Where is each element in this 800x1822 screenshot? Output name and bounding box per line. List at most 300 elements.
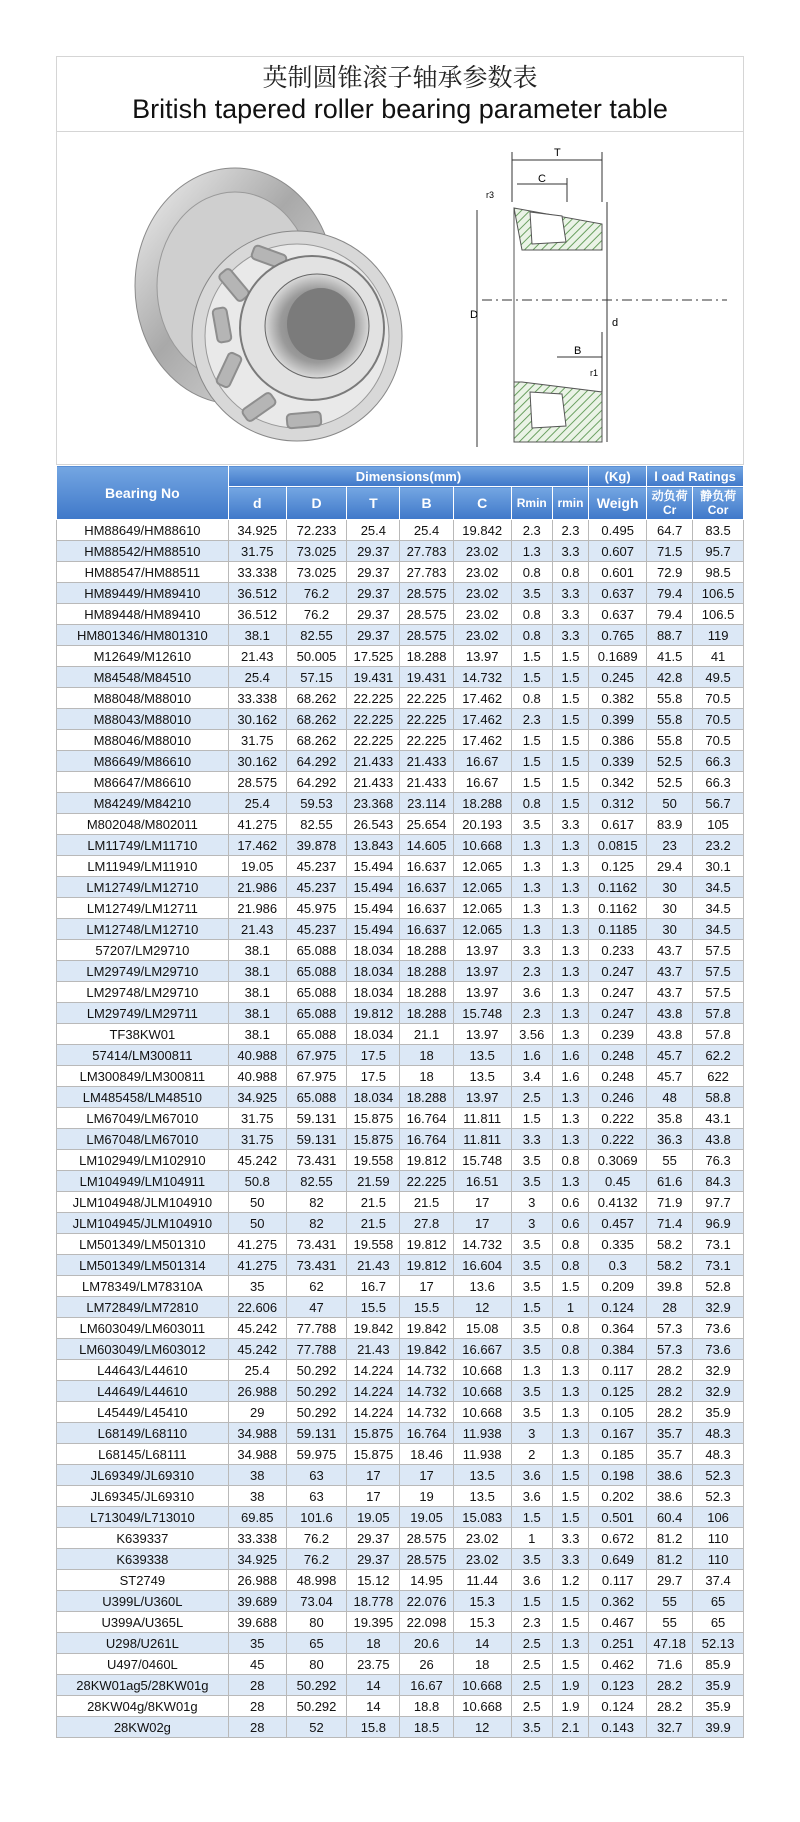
cell-D: 65 [286,1633,346,1654]
cell-C: 10.668 [453,835,511,856]
cell-D: 45.237 [286,877,346,898]
cell-weight: 0.462 [589,1654,647,1675]
cell-cor: 70.5 [693,688,744,709]
cell-C: 11.811 [453,1129,511,1150]
cell-D: 52 [286,1717,346,1738]
cell-bearing-no: JLM104948/JLM104910 [57,1192,229,1213]
cell-cor: 41 [693,646,744,667]
cell-cr: 83.9 [647,814,693,835]
cell-B: 18.288 [400,961,453,982]
cell-T: 18.034 [347,961,400,982]
cell-d: 39.689 [228,1591,286,1612]
cell-rmin-outer: 2.5 [511,1087,552,1108]
cell-bearing-no: L713049/L713010 [57,1507,229,1528]
cell-bearing-no: M86647/M86610 [57,772,229,793]
cell-D: 59.131 [286,1423,346,1444]
cell-cr: 72.9 [647,562,693,583]
table-row [57,1381,744,1402]
cell-T: 17.5 [347,1045,400,1066]
cell-rmin-inner: 0.8 [552,562,588,583]
cell-C: 13.97 [453,1024,511,1045]
cell-rmin-outer: 1.5 [511,1297,552,1318]
table-row [57,1507,744,1528]
header-bearing-no: Bearing No [57,466,229,520]
cell-B: 17 [400,1465,453,1486]
cell-weight: 0.45 [589,1171,647,1192]
cell-weight: 0.247 [589,961,647,982]
cell-d: 45 [228,1654,286,1675]
cell-rmin-outer: 3.5 [511,1171,552,1192]
cell-weight: 0.495 [589,520,647,541]
cell-cor: 48.3 [693,1444,744,1465]
cell-rmin-inner: 1.5 [552,1486,588,1507]
cell-rmin-inner: 3.3 [552,625,588,646]
cell-d: 29 [228,1402,286,1423]
cell-cr: 43.8 [647,1024,693,1045]
bearing-photo [127,158,427,448]
cell-cr: 55 [647,1150,693,1171]
cell-C: 15.3 [453,1612,511,1633]
cell-T: 18.034 [347,940,400,961]
cell-cor: 52.8 [693,1276,744,1297]
dim-r3-label: r3 [486,190,495,200]
cell-d: 33.338 [228,688,286,709]
cell-D: 67.975 [286,1045,346,1066]
cell-rmin-inner: 3.3 [552,541,588,562]
cell-rmin-outer: 3.6 [511,1465,552,1486]
table-row [57,1360,744,1381]
cell-rmin-inner: 1.5 [552,793,588,814]
cell-C: 23.02 [453,604,511,625]
header-cor-en: Cor [707,503,729,517]
header-load-ratings: l oad Ratings [647,466,744,487]
cell-cr: 38.6 [647,1486,693,1507]
cell-weight: 0.637 [589,583,647,604]
header-B: B [400,487,453,520]
cell-D: 68.262 [286,730,346,751]
cell-D: 73.431 [286,1255,346,1276]
cell-rmin-outer: 3 [511,1192,552,1213]
cell-T: 29.37 [347,1549,400,1570]
cell-weight: 0.124 [589,1297,647,1318]
cell-rmin-outer: 2 [511,1444,552,1465]
cell-rmin-outer: 3.5 [511,1318,552,1339]
title-block [56,56,744,131]
cell-weight: 0.209 [589,1276,647,1297]
cell-rmin-inner: 1.5 [552,1276,588,1297]
cell-rmin-outer: 1.6 [511,1045,552,1066]
table-row [57,562,744,583]
cell-d: 38.1 [228,1024,286,1045]
header-cr [647,487,693,520]
cell-cr: 61.6 [647,1171,693,1192]
table-row [57,835,744,856]
cell-d: 38.1 [228,1003,286,1024]
cell-weight: 0.117 [589,1570,647,1591]
cell-cr: 43.7 [647,961,693,982]
cell-bearing-no: M88043/M88010 [57,709,229,730]
cell-T: 21.433 [347,772,400,793]
cell-D: 62 [286,1276,346,1297]
cell-C: 19.842 [453,520,511,541]
cell-rmin-outer: 1.5 [511,751,552,772]
cell-bearing-no: L45449/L45410 [57,1402,229,1423]
cell-rmin-inner: 1.3 [552,1171,588,1192]
cell-weight: 0.143 [589,1717,647,1738]
dim-d-label: d [612,317,619,329]
cell-bearing-no: M88048/M88010 [57,688,229,709]
cell-rmin-outer: 3.5 [511,814,552,835]
cell-rmin-outer: 1.3 [511,919,552,940]
cell-cr: 36.3 [647,1129,693,1150]
cell-rmin-inner: 1.3 [552,940,588,961]
cell-cor: 23.2 [693,835,744,856]
header-cr-cn: 动负荷 [651,489,688,503]
cell-C: 10.668 [453,1381,511,1402]
cell-D: 65.088 [286,1087,346,1108]
cell-weight: 0.247 [589,982,647,1003]
cell-weight: 0.124 [589,1696,647,1717]
cell-weight: 0.1162 [589,898,647,919]
cell-weight: 0.335 [589,1234,647,1255]
cell-bearing-no: LM11749/LM11710 [57,835,229,856]
cell-rmin-inner: 1.3 [552,1381,588,1402]
cell-cr: 88.7 [647,625,693,646]
cell-rmin-inner: 3.3 [552,1528,588,1549]
cell-rmin-outer: 1.5 [511,772,552,793]
cell-rmin-inner: 3.3 [552,604,588,625]
cell-C: 16.51 [453,1171,511,1192]
cell-D: 73.025 [286,562,346,583]
cell-rmin-outer: 1.3 [511,835,552,856]
cell-d: 25.4 [228,793,286,814]
table-row [57,1171,744,1192]
cell-cr: 81.2 [647,1549,693,1570]
cell-d: 38.1 [228,961,286,982]
cell-rmin-inner: 1.5 [552,1507,588,1528]
cell-cor: 32.9 [693,1360,744,1381]
cell-rmin-inner: 1.5 [552,751,588,772]
cell-weight: 0.248 [589,1045,647,1066]
cell-bearing-no: HM88547/HM88511 [57,562,229,583]
cell-T: 29.37 [347,562,400,583]
cell-D: 73.431 [286,1150,346,1171]
table-row [57,793,744,814]
cell-bearing-no: LM11949/LM11910 [57,856,229,877]
cell-T: 21.59 [347,1171,400,1192]
cell-d: 22.606 [228,1297,286,1318]
cell-cor: 65 [693,1591,744,1612]
table-row [57,1129,744,1150]
cell-rmin-outer: 3.5 [511,1234,552,1255]
cell-bearing-no: HM89449/HM89410 [57,583,229,604]
cell-bearing-no: LM67048/LM67010 [57,1129,229,1150]
cell-cr: 23 [647,835,693,856]
cell-rmin-outer: 3.5 [511,1549,552,1570]
table-row [57,919,744,940]
cell-weight: 0.246 [589,1087,647,1108]
cell-d: 28 [228,1696,286,1717]
cell-weight: 0.362 [589,1591,647,1612]
cell-d: 40.988 [228,1066,286,1087]
cell-B: 21.433 [400,772,453,793]
cell-rmin-inner: 1.5 [552,1654,588,1675]
cell-D: 45.237 [286,919,346,940]
cell-T: 14.224 [347,1402,400,1423]
cell-weight: 0.342 [589,772,647,793]
cell-weight: 0.123 [589,1675,647,1696]
cell-T: 25.4 [347,520,400,541]
table-row [57,604,744,625]
cell-cor: 84.3 [693,1171,744,1192]
table-row [57,982,744,1003]
cell-cr: 81.2 [647,1528,693,1549]
cell-C: 13.97 [453,961,511,982]
cell-d: 50 [228,1213,286,1234]
cell-B: 16.637 [400,898,453,919]
cell-cr: 71.4 [647,1213,693,1234]
cell-rmin-outer: 1.5 [511,1507,552,1528]
cell-cor: 110 [693,1549,744,1570]
cell-T: 19.558 [347,1150,400,1171]
cell-weight: 0.384 [589,1339,647,1360]
cell-T: 22.225 [347,730,400,751]
cell-rmin-inner: 2.3 [552,520,588,541]
cell-D: 77.788 [286,1339,346,1360]
cell-rmin-outer: 2.3 [511,961,552,982]
cell-rmin-inner: 1.5 [552,667,588,688]
cell-B: 22.076 [400,1591,453,1612]
cell-T: 19.842 [347,1318,400,1339]
table-row [57,877,744,898]
cell-cr: 48 [647,1087,693,1108]
cell-B: 16.637 [400,919,453,940]
cell-T: 15.875 [347,1444,400,1465]
cell-d: 28 [228,1717,286,1738]
cell-cr: 71.6 [647,1654,693,1675]
cell-T: 15.875 [347,1108,400,1129]
cell-B: 16.764 [400,1129,453,1150]
cell-bearing-no: LM12749/LM12710 [57,877,229,898]
cell-B: 19.842 [400,1339,453,1360]
cell-cor: 98.5 [693,562,744,583]
cell-bearing-no: U497/0460L [57,1654,229,1675]
cell-rmin-outer: 2.3 [511,520,552,541]
cell-rmin-outer: 3.5 [511,1381,552,1402]
cell-B: 18 [400,1066,453,1087]
cell-C: 20.193 [453,814,511,835]
table-row [57,1192,744,1213]
cell-C: 15.08 [453,1318,511,1339]
table-row [57,709,744,730]
cell-T: 21.5 [347,1213,400,1234]
cell-d: 38.1 [228,982,286,1003]
cell-cr: 43.7 [647,940,693,961]
cell-D: 82.55 [286,814,346,835]
cell-d: 30.162 [228,709,286,730]
cell-weight: 0.3069 [589,1150,647,1171]
cell-D: 68.262 [286,688,346,709]
cell-T: 26.543 [347,814,400,835]
table-row [57,1633,744,1654]
cell-d: 69.85 [228,1507,286,1528]
cell-rmin-outer: 1.5 [511,1108,552,1129]
cell-T: 15.875 [347,1129,400,1150]
cell-bearing-no: LM29749/LM29710 [57,961,229,982]
cell-cr: 55 [647,1612,693,1633]
table-row [57,1423,744,1444]
cell-cor: 622 [693,1066,744,1087]
cell-C: 13.5 [453,1486,511,1507]
cell-B: 21.5 [400,1192,453,1213]
cell-bearing-no: LM603049/LM603012 [57,1339,229,1360]
cell-T: 14 [347,1675,400,1696]
cell-cor: 52.3 [693,1486,744,1507]
cell-rmin-inner: 0.8 [552,1318,588,1339]
table-row [57,1255,744,1276]
cell-rmin-inner: 1 [552,1297,588,1318]
cell-C: 13.5 [453,1066,511,1087]
cell-D: 77.788 [286,1318,346,1339]
cell-C: 23.02 [453,583,511,604]
cell-C: 14.732 [453,1234,511,1255]
cell-T: 15.494 [347,877,400,898]
cell-cor: 35.9 [693,1696,744,1717]
cell-D: 65.088 [286,961,346,982]
cell-rmin-inner: 1.3 [552,919,588,940]
cell-weight: 0.467 [589,1612,647,1633]
cell-D: 72.233 [286,520,346,541]
cell-D: 45.975 [286,898,346,919]
cell-cr: 58.2 [647,1255,693,1276]
cell-cor: 62.2 [693,1045,744,1066]
cell-B: 19.812 [400,1255,453,1276]
cell-C: 11.811 [453,1108,511,1129]
cell-bearing-no: LM29748/LM29710 [57,982,229,1003]
cell-rmin-outer: 2.5 [511,1654,552,1675]
cell-rmin-outer: 0.8 [511,562,552,583]
cell-D: 76.2 [286,1528,346,1549]
table-row [57,520,744,541]
cell-rmin-inner: 1.3 [552,1108,588,1129]
cell-bearing-no: JLM104945/JLM104910 [57,1213,229,1234]
cell-d: 26.988 [228,1381,286,1402]
cell-cor: 106 [693,1507,744,1528]
cell-B: 23.114 [400,793,453,814]
cell-C: 15.748 [453,1003,511,1024]
cell-B: 19.842 [400,1318,453,1339]
cell-bearing-no: LM29749/LM29711 [57,1003,229,1024]
cell-rmin-inner: 1.3 [552,1402,588,1423]
table-row [57,940,744,961]
cell-rmin-inner: 1.6 [552,1066,588,1087]
cell-T: 14 [347,1696,400,1717]
cell-B: 28.575 [400,1549,453,1570]
cell-bearing-no: M84249/M84210 [57,793,229,814]
dim-B-label: B [574,345,582,357]
cell-B: 28.575 [400,1528,453,1549]
cell-C: 12.065 [453,856,511,877]
header-kg: (Kg) [589,466,647,487]
cell-cr: 45.7 [647,1045,693,1066]
cell-T: 19.431 [347,667,400,688]
cell-bearing-no: U399A/U365L [57,1612,229,1633]
cell-C: 16.604 [453,1255,511,1276]
cell-rmin-outer: 1 [511,1528,552,1549]
cell-cr: 30 [647,919,693,940]
cell-cor: 48.3 [693,1423,744,1444]
cell-d: 38.1 [228,940,286,961]
cell-cr: 28.2 [647,1402,693,1423]
cell-bearing-no: HM801346/HM801310 [57,625,229,646]
cell-rmin-inner: 1.5 [552,709,588,730]
cell-bearing-no: LM67049/LM67010 [57,1108,229,1129]
cell-B: 25.654 [400,814,453,835]
cell-rmin-inner: 0.8 [552,1339,588,1360]
cell-bearing-no: M12649/M12610 [57,646,229,667]
table-row [57,1444,744,1465]
cell-B: 28.575 [400,604,453,625]
cell-bearing-no: HM88542/HM88510 [57,541,229,562]
cell-d: 34.988 [228,1444,286,1465]
cell-rmin-outer: 3.5 [511,1339,552,1360]
cell-cr: 28.2 [647,1360,693,1381]
cell-B: 15.5 [400,1297,453,1318]
cell-B: 18 [400,1045,453,1066]
cell-cor: 34.5 [693,877,744,898]
cell-rmin-outer: 3 [511,1213,552,1234]
cell-T: 15.8 [347,1717,400,1738]
cell-weight: 0.382 [589,688,647,709]
cell-C: 12.065 [453,877,511,898]
cell-weight: 0.198 [589,1465,647,1486]
cell-D: 82.55 [286,625,346,646]
cell-d: 36.512 [228,604,286,625]
cell-C: 23.02 [453,562,511,583]
cell-D: 59.131 [286,1108,346,1129]
cell-C: 13.97 [453,646,511,667]
cell-T: 15.494 [347,856,400,877]
cell-bearing-no: LM12749/LM12711 [57,898,229,919]
cell-T: 29.37 [347,625,400,646]
cell-T: 15.5 [347,1297,400,1318]
cell-C: 13.97 [453,982,511,1003]
cell-B: 19.05 [400,1507,453,1528]
cell-rmin-outer: 1.3 [511,877,552,898]
cell-C: 11.44 [453,1570,511,1591]
cell-cor: 70.5 [693,730,744,751]
cell-bearing-no: M84548/M84510 [57,667,229,688]
cell-B: 14.732 [400,1381,453,1402]
cell-T: 18 [347,1633,400,1654]
cell-weight: 0.386 [589,730,647,751]
cell-cr: 41.5 [647,646,693,667]
cell-cr: 50 [647,793,693,814]
cell-D: 101.6 [286,1507,346,1528]
parameter-sheet [56,56,744,1738]
cell-T: 17.525 [347,646,400,667]
cell-d: 40.988 [228,1045,286,1066]
cell-weight: 0.125 [589,856,647,877]
cell-T: 22.225 [347,709,400,730]
cell-d: 50 [228,1192,286,1213]
cell-D: 63 [286,1465,346,1486]
cell-B: 17 [400,1276,453,1297]
cell-d: 35 [228,1633,286,1654]
cell-T: 29.37 [347,541,400,562]
cell-weight: 0.233 [589,940,647,961]
cell-C: 10.668 [453,1675,511,1696]
